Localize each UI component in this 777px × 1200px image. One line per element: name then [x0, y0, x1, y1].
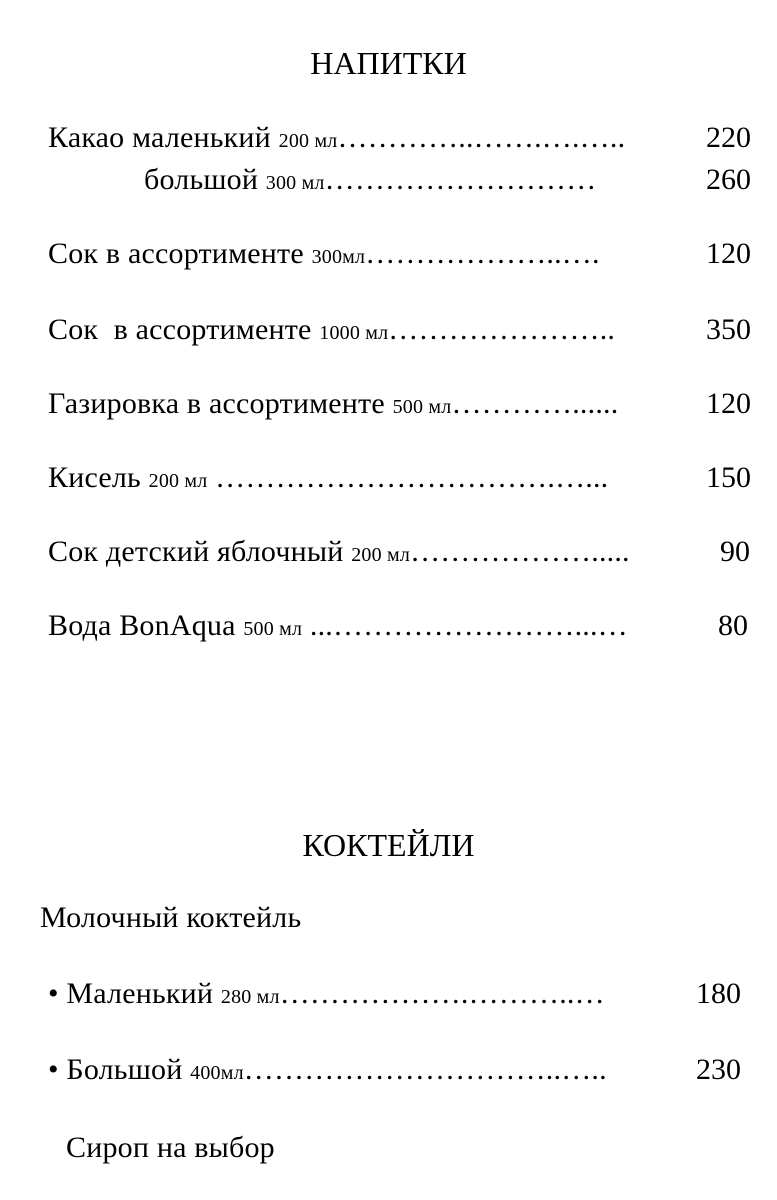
dot-leader: ………………..…. [365, 237, 600, 270]
item-price: 220 [706, 121, 751, 154]
item-price: 180 [696, 977, 741, 1010]
dot-leader: ………………….. [388, 313, 616, 346]
menu-item-soda [48, 386, 618, 425]
item-volume: 400мл [190, 1062, 244, 1084]
dot-leader: ...……………………...… [302, 609, 628, 642]
item-volume: 300 мл [265, 172, 325, 194]
dot-leader: ……………….………..… [279, 977, 605, 1010]
dot-leader: …………..…….….….. [337, 121, 626, 154]
dot-leader: …………………………….…... [207, 461, 609, 494]
item-name: Большой [66, 1053, 183, 1086]
item-volume: 500 мл [243, 618, 303, 640]
item-price: 350 [706, 313, 751, 346]
item-price: 120 [706, 387, 751, 420]
cocktails-heading: КОКТЕЙЛИ [302, 827, 475, 863]
item-name: большой [144, 163, 259, 196]
menu-item-juice-1000 [48, 312, 615, 351]
dot-leader: ………………..... [410, 535, 630, 568]
menu-item-milkshake-large [48, 1052, 607, 1091]
item-volume: 300мл [311, 246, 366, 268]
drinks-heading: НАПИТКИ [310, 45, 467, 81]
bullet-icon: • [48, 977, 59, 1010]
item-price: 230 [696, 1053, 741, 1086]
menu-item-kissel [48, 460, 608, 499]
menu-item-kids-juice [48, 534, 630, 573]
menu-item-water [48, 608, 628, 647]
item-volume: 1000 мл [319, 322, 389, 344]
dot-leader: ……………………… [324, 163, 597, 196]
item-price: 90 [720, 535, 750, 568]
item-name: Газировка в ассортименте [48, 387, 385, 420]
item-volume: 200 мл [148, 470, 208, 492]
item-name: Сок в ассортименте [48, 313, 312, 346]
item-volume: 200 мл [351, 544, 411, 566]
item-volume: 500 мл [392, 396, 452, 418]
item-price: 80 [718, 609, 748, 642]
menu-item-milkshake-small [48, 976, 605, 1015]
item-volume: 200 мл [278, 130, 338, 152]
menu-item-cocoa-small [48, 120, 625, 159]
item-price: 150 [706, 461, 751, 494]
syrup-choice-note: Сироп на выбор [66, 1131, 275, 1164]
dot-leader: …………………………..….. [243, 1053, 607, 1086]
item-volume: 280 мл [220, 986, 280, 1008]
item-name: Сок в ассортименте [48, 237, 304, 270]
item-name: Маленький [66, 977, 214, 1010]
bullet-icon: • [48, 1053, 59, 1086]
menu-item-cocoa-large [144, 162, 596, 201]
item-price: 120 [706, 237, 751, 270]
item-name: Сок детский яблочный [48, 535, 344, 568]
item-name: Вода BonAqua [48, 609, 236, 642]
item-name: Какао маленький [48, 121, 271, 154]
item-name: Кисель [48, 461, 141, 494]
cocktails-subheading: Молочный коктейль [40, 901, 302, 934]
item-price: 260 [706, 163, 751, 196]
menu-item-juice-300 [48, 236, 600, 275]
dot-leader: …………...... [451, 387, 619, 420]
